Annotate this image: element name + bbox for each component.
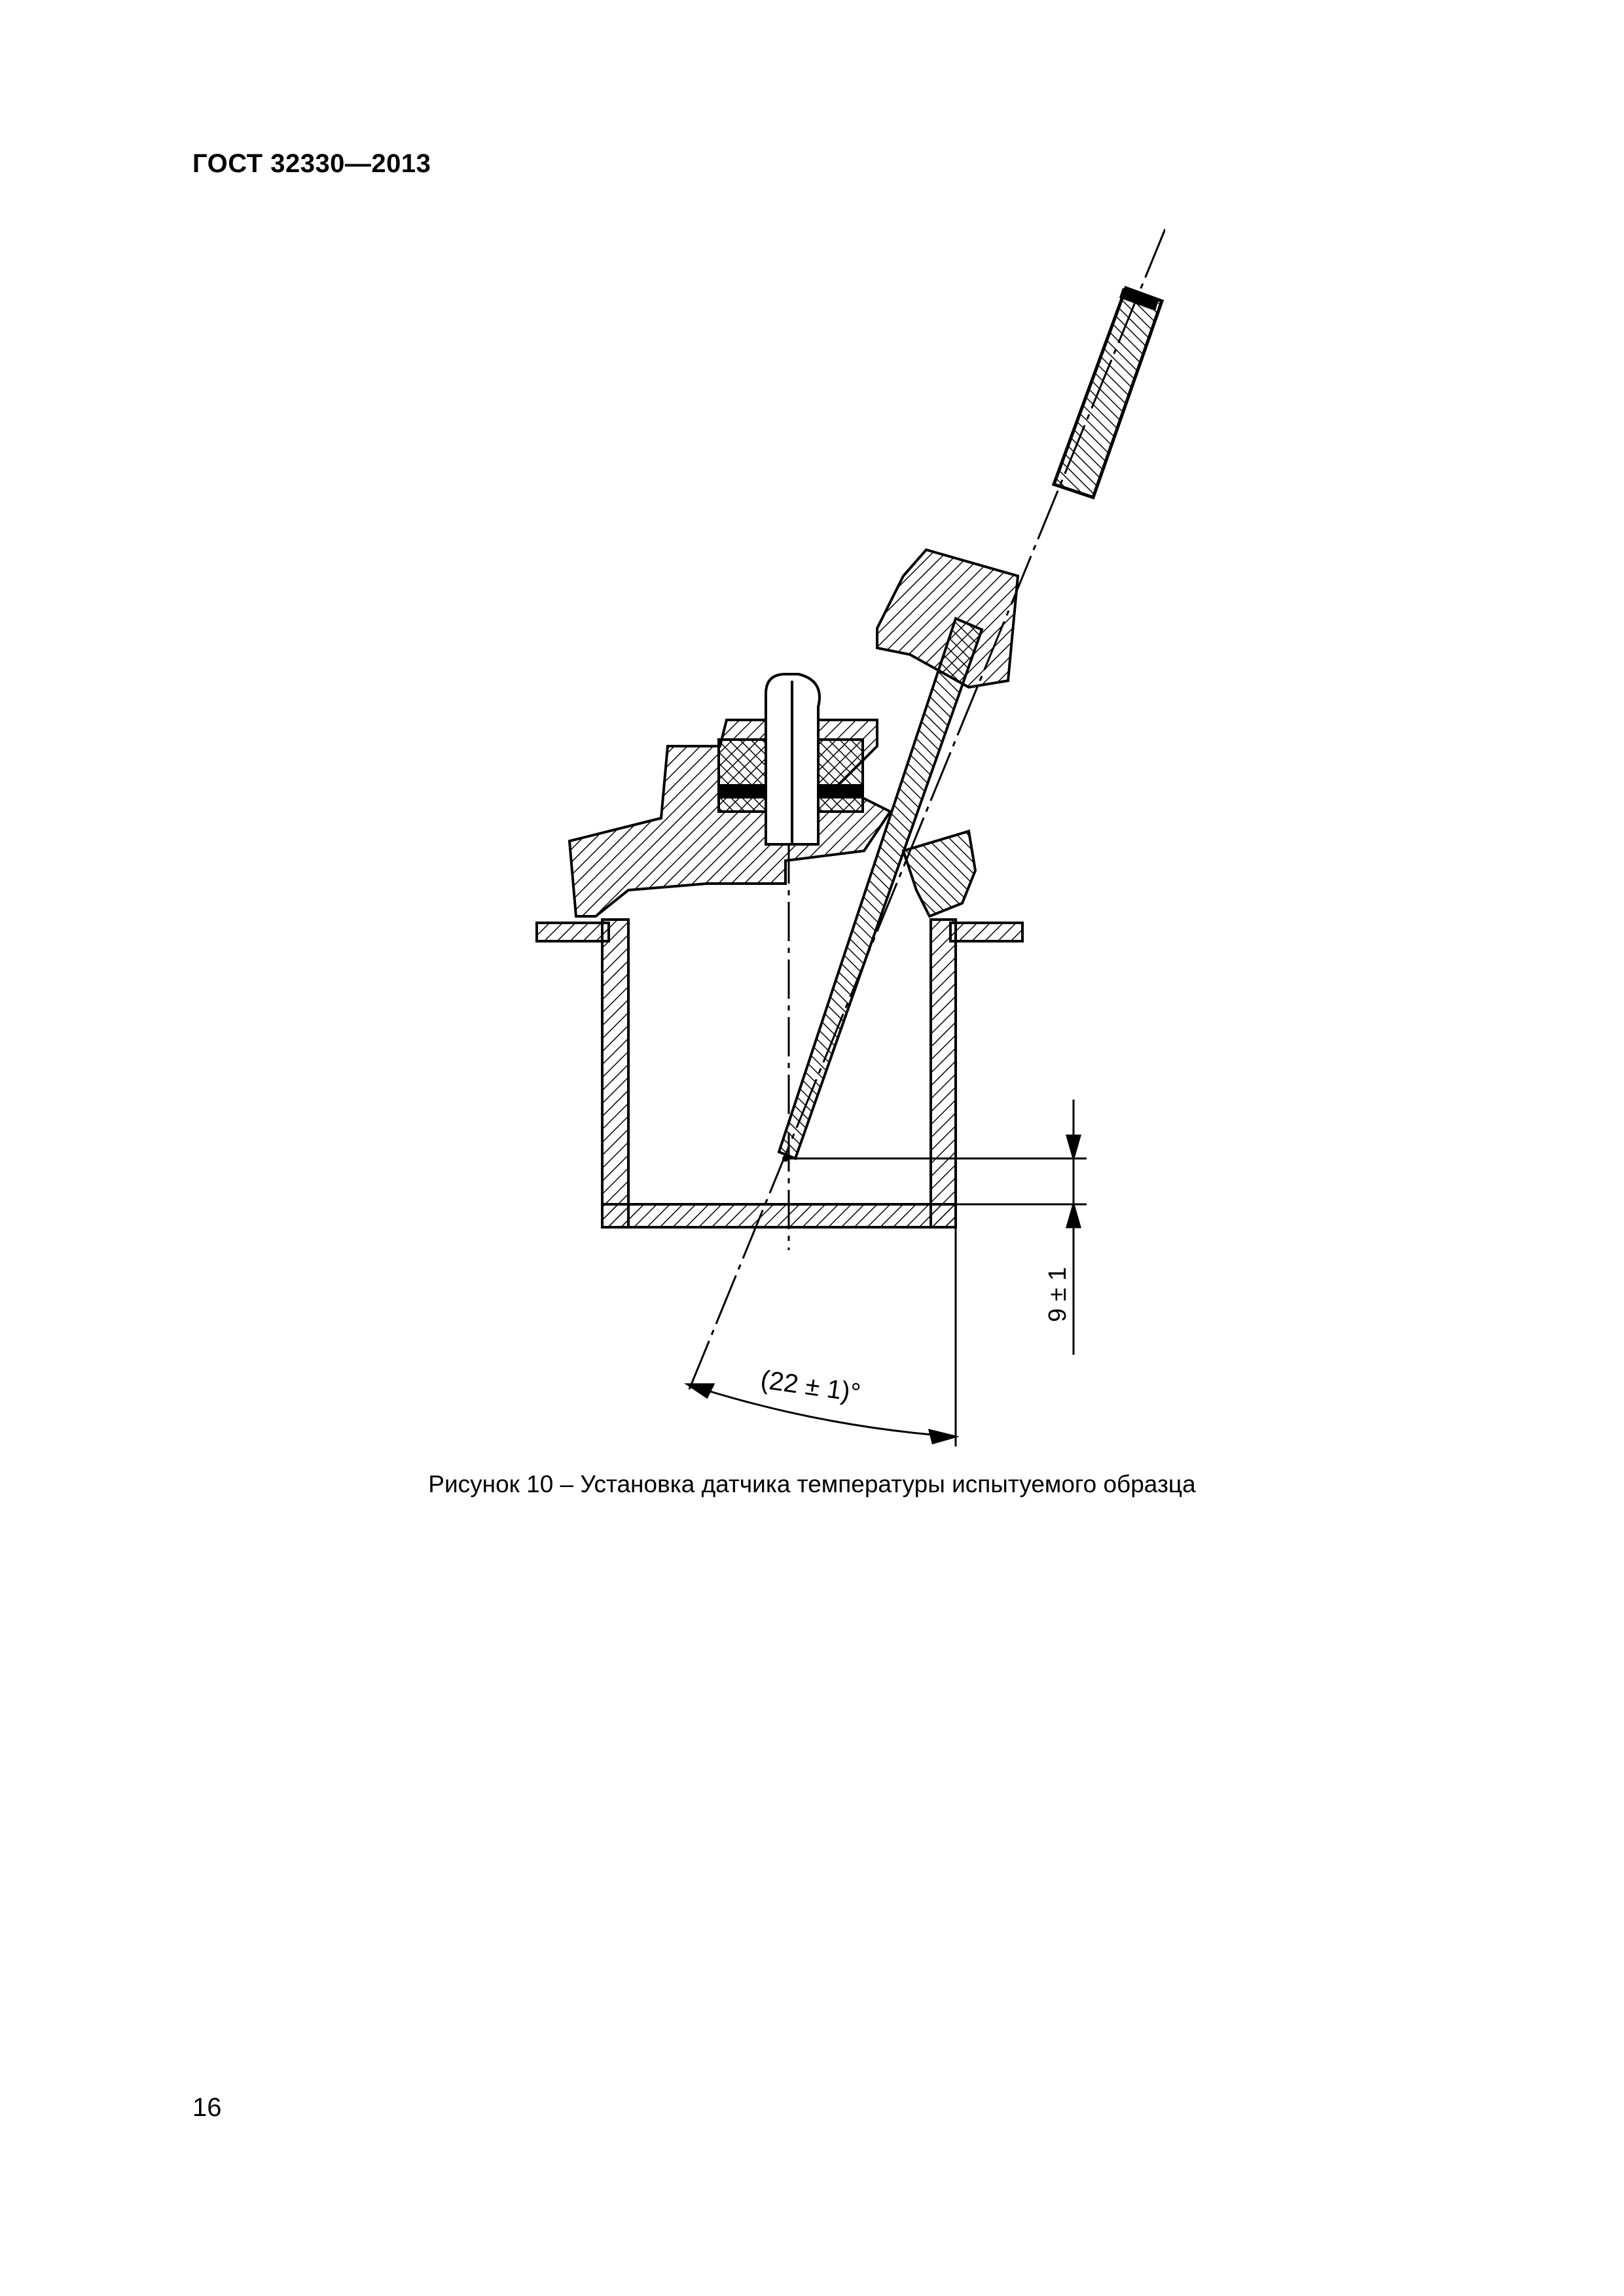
dimension-angle-label: (22 ± 1)° — [759, 1365, 863, 1408]
figure-caption: Рисунок 10 – Установка датчика температуры испытуемого образца — [428, 1471, 1196, 1498]
vent-tube — [766, 674, 820, 844]
technical-drawing — [511, 223, 1165, 1466]
vessel — [537, 920, 1022, 1227]
page-number: 16 — [192, 2093, 222, 2122]
dimension-angle — [687, 1204, 956, 1446]
dimension-depth-label: 9 ± 1 — [1044, 1266, 1072, 1322]
document-header: ГОСТ 32330—2013 — [192, 149, 431, 178]
